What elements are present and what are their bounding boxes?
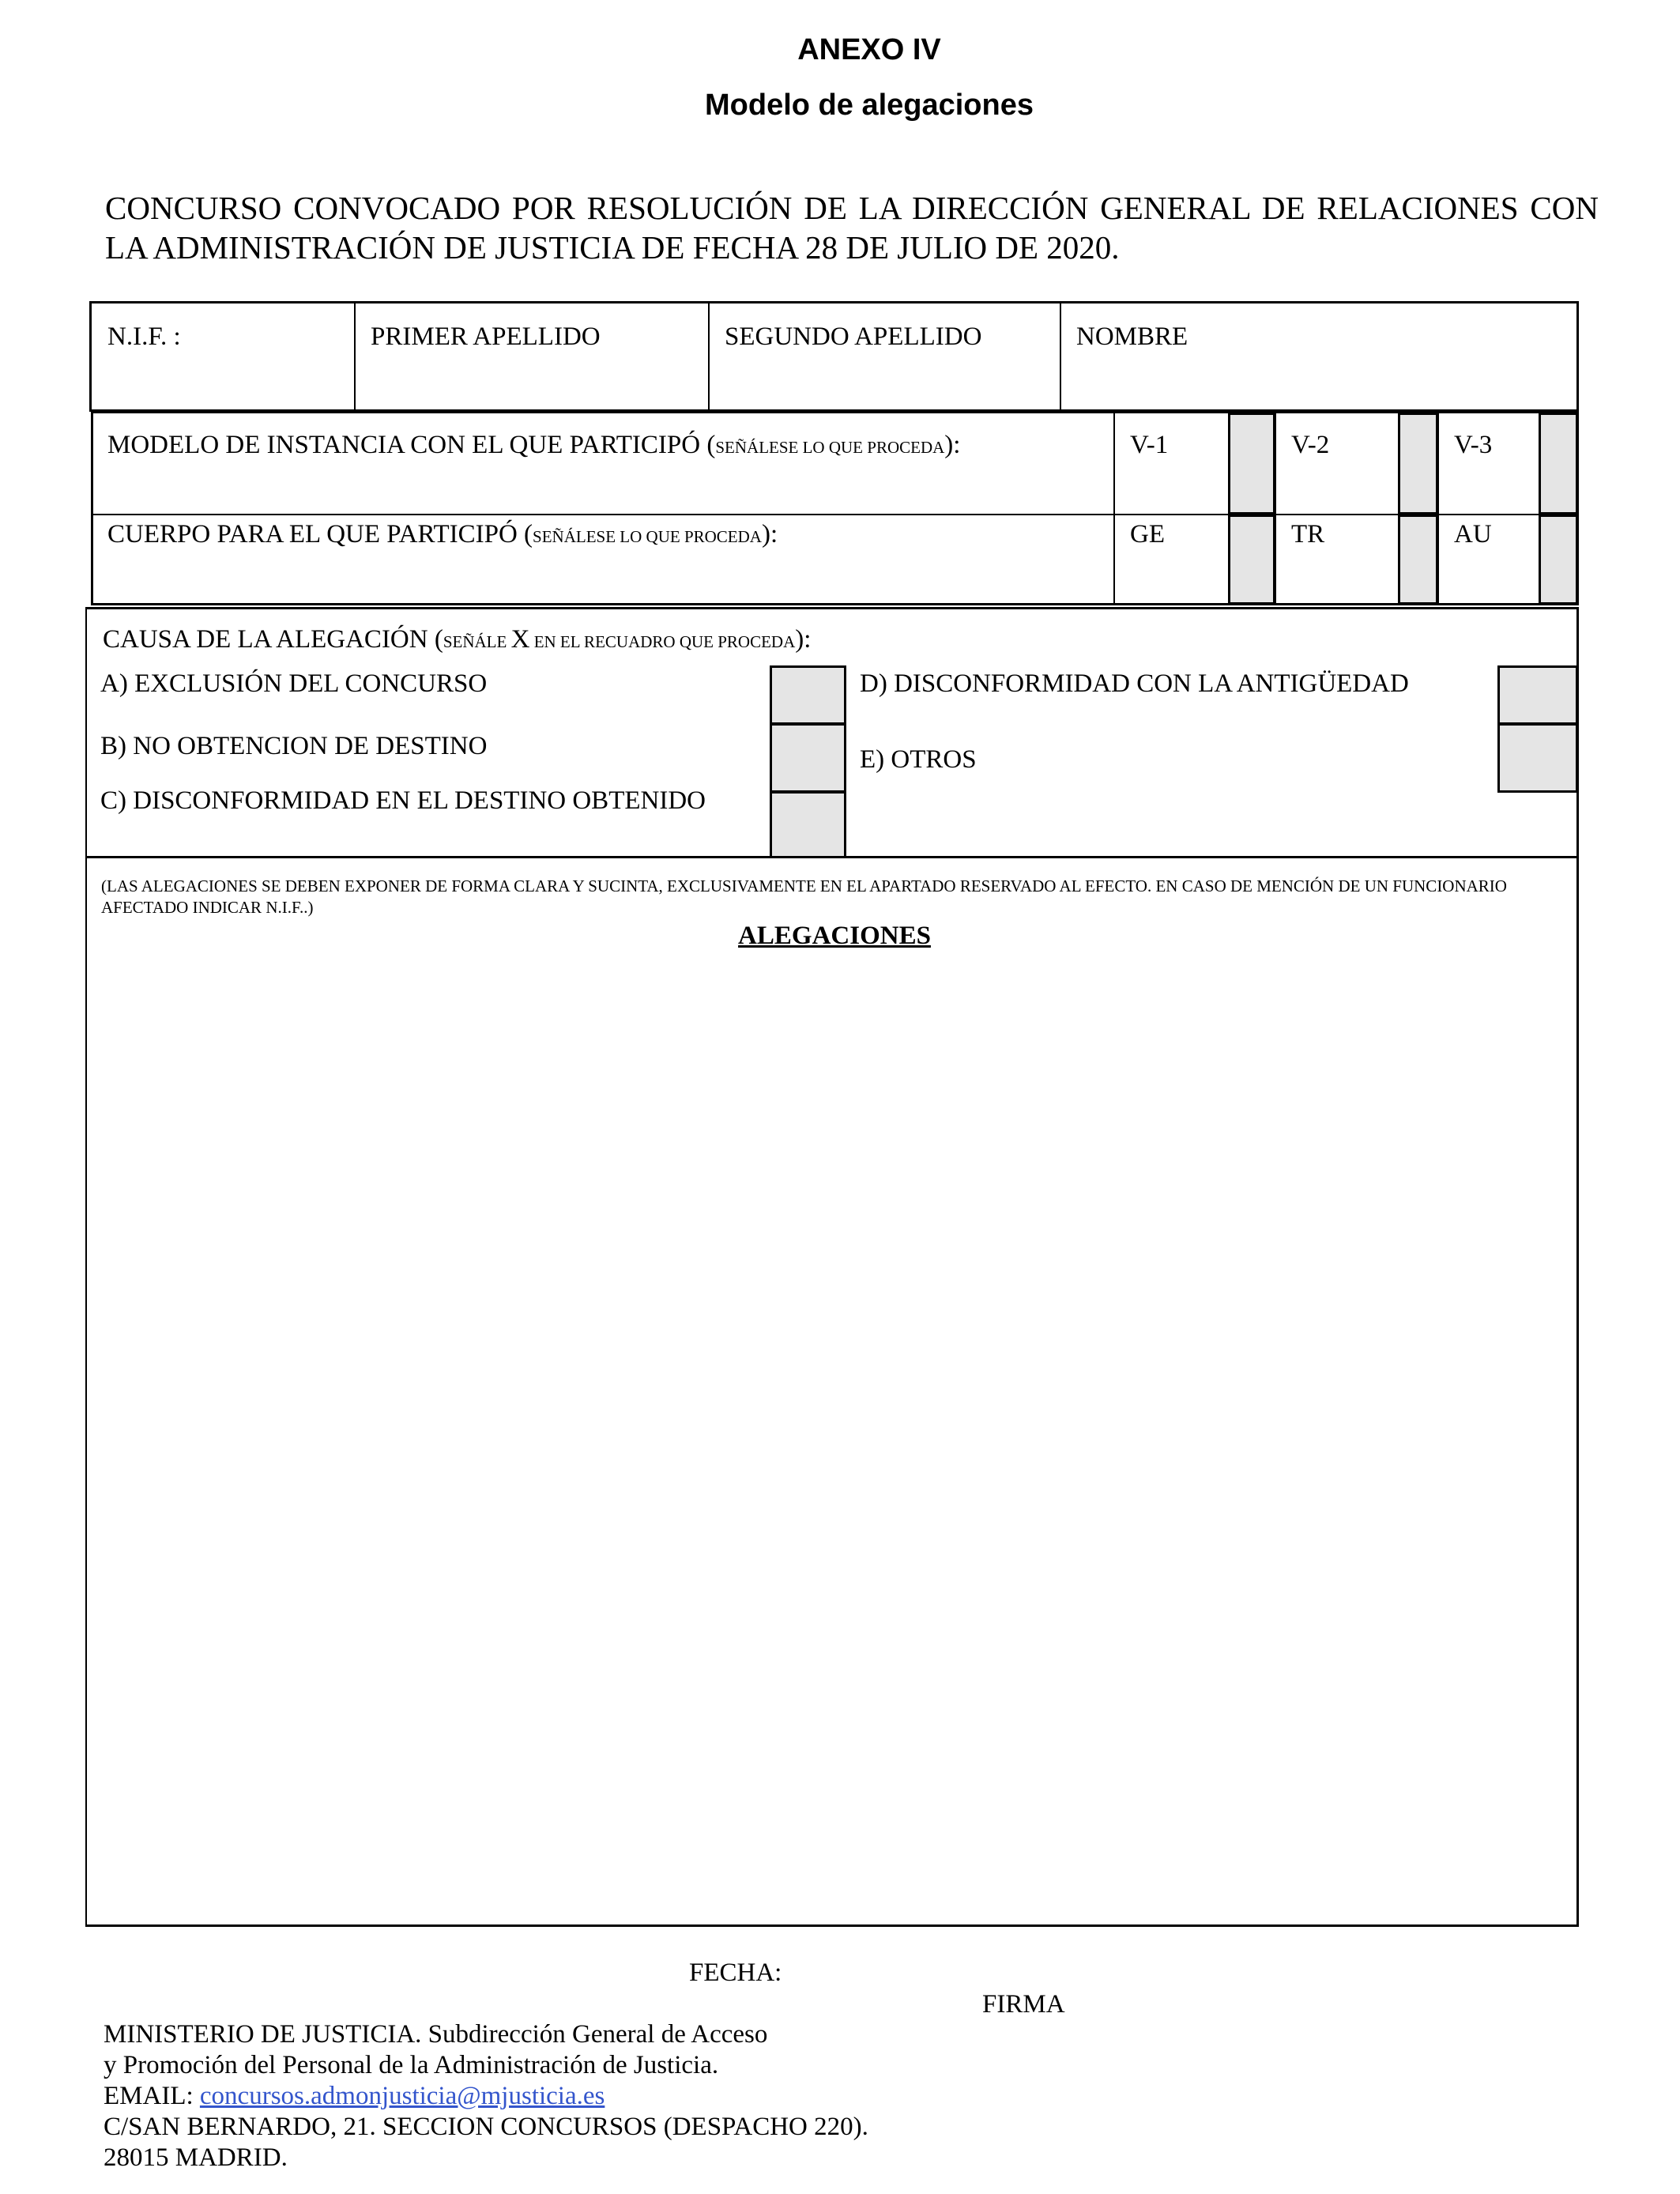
nif-field[interactable]: N.I.F. : xyxy=(107,322,181,351)
instance-model-label: MODELO DE INSTANCIA CON EL QUE PARTICIPÓ (SEÑÁLESE LO QUE PROCEDA): xyxy=(107,431,961,459)
email-label: EMAIL: xyxy=(104,2082,200,2110)
option-tr: TR xyxy=(1291,520,1325,548)
checkbox-v3[interactable] xyxy=(1539,413,1577,514)
checkbox-tr[interactable] xyxy=(1399,515,1437,604)
second-surname-field[interactable]: SEGUNDO APELLIDO xyxy=(725,322,982,351)
annex-title: ANEXO IV xyxy=(797,33,941,66)
signature-label: FIRMA xyxy=(982,1990,1065,2019)
checkbox-cause-e[interactable] xyxy=(1497,723,1578,793)
checkbox-cause-b[interactable] xyxy=(770,723,846,793)
form-subtitle: Modelo de alegaciones xyxy=(705,89,1034,122)
cause-c-label: C) DISCONFORMIDAD EN EL DESTINO OBTENIDO xyxy=(100,786,706,815)
checkbox-cause-a[interactable] xyxy=(770,665,846,725)
checkbox-cause-c[interactable] xyxy=(770,791,846,858)
cause-b-label: B) NO OBTENCION DE DESTINO xyxy=(100,732,488,760)
cause-section xyxy=(85,607,1579,858)
email-line xyxy=(104,2082,605,2111)
checkbox-ge[interactable] xyxy=(1229,515,1275,604)
option-v2: V-2 xyxy=(1291,431,1330,459)
participation-table xyxy=(91,411,1579,605)
checkbox-cause-d[interactable] xyxy=(1497,665,1578,725)
personal-data-table xyxy=(89,301,1579,412)
checkbox-au[interactable] xyxy=(1539,515,1577,604)
cause-e-label: E) OTROS xyxy=(860,745,977,774)
option-v1: V-1 xyxy=(1130,431,1169,459)
ministry-line-2: y Promoción del Personal de la Administración de Justicia. xyxy=(104,2051,719,2079)
allegations-instructions: (LAS ALEGACIONES SE DEBEN EXPONER DE FORMA CLARA Y SUCINTA, EXCLUSIVAMENTE EN EL APARTADO RESERVADO AL EFECTO. EN CASO DE MENCIÓN DE UN FUNCIONARIO AFECTADO INDICAR N.I.F..) xyxy=(101,876,1507,917)
cause-a-label: A) EXCLUSIÓN DEL CONCURSO xyxy=(100,669,488,698)
body-label: CUERPO PARA EL QUE PARTICIPÓ (SEÑÁLESE LO QUE PROCEDA): xyxy=(107,520,778,548)
ministry-line-1: MINISTERIO DE JUSTICIA. Subdirección General de Acceso xyxy=(104,2020,768,2049)
date-label: FECHA: xyxy=(689,1958,782,1987)
cause-label: CAUSA DE LA ALEGACIÓN (SEÑÁLE X EN EL RECUADRO QUE PROCEDA): xyxy=(103,625,812,654)
address-line: C/SAN BERNARDO, 21. SECCION CONCURSOS (DESPACHO 220). xyxy=(104,2113,868,2141)
contest-heading: CONCURSO CONVOCADO POR RESOLUCIÓN DE LA DIRECCIÓN GENERAL DE RELACIONES CON LA ADMINISTRACIÓN DE JUSTICIA DE FECHA 28 DE JULIO DE 2020. xyxy=(105,190,1599,266)
option-ge: GE xyxy=(1130,520,1165,548)
allegations-box[interactable] xyxy=(85,858,1579,1927)
first-surname-field[interactable]: PRIMER APELLIDO xyxy=(371,322,601,351)
option-v3: V-3 xyxy=(1454,431,1493,459)
name-field[interactable]: NOMBRE xyxy=(1076,322,1188,351)
option-au: AU xyxy=(1454,520,1492,548)
allegations-title: ALEGACIONES xyxy=(738,922,931,950)
checkbox-v2[interactable] xyxy=(1399,413,1437,514)
checkbox-v1[interactable] xyxy=(1229,413,1275,514)
cause-d-label: D) DISCONFORMIDAD CON LA ANTIGÜEDAD xyxy=(860,669,1409,698)
email-link[interactable]: concursos.admonjusticia@mjusticia.es xyxy=(199,2082,605,2110)
city-line: 28015 MADRID. xyxy=(104,2143,288,2172)
